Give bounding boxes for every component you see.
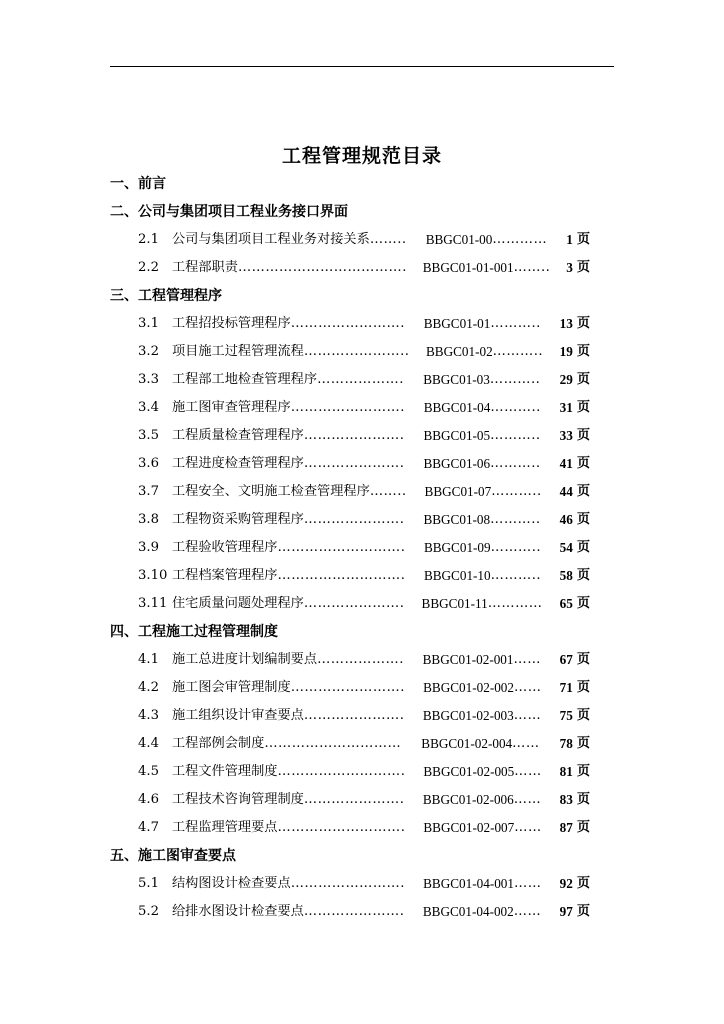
document-code: BBGC01-01-001 [422, 260, 514, 275]
leader-dots: ………………………………. [237, 260, 407, 275]
document-code: BBGC01-10 [423, 568, 491, 583]
leader-dots: …… [514, 820, 542, 835]
document-code: BBGC01-04-002 [422, 904, 514, 919]
leader-dots: …………………. [303, 512, 405, 527]
document-code: BBGC01-02-001 [422, 652, 514, 667]
leader-dots: ……….. [490, 400, 541, 415]
page-number: 13 [559, 316, 573, 331]
leader-dots: ………………………. [277, 568, 406, 583]
leader-dots: …… [513, 652, 541, 667]
toc-entry [110, 758, 590, 786]
page-number: 41 [559, 456, 573, 471]
entry-number: 2.2 [138, 260, 159, 275]
entry-title: 工程验收管理程序 [172, 540, 278, 555]
entry-number: 3.1 [138, 316, 159, 331]
leader-dots: ………………………. [277, 764, 406, 779]
section-heading: 一、前言 [110, 176, 166, 192]
toc-entry [110, 310, 590, 338]
entry-title: 工程安全、文明施工检查管理程序 [172, 484, 370, 499]
leader-dots: …………………. [303, 792, 405, 807]
toc-entry [110, 646, 590, 674]
section-heading: 四、工程施工过程管理制度 [110, 624, 278, 640]
page-suffix: 页 [576, 792, 590, 807]
entry-title: 工程部职责 [172, 260, 238, 275]
entry-number: 3.5 [138, 428, 159, 443]
page-number: 58 [559, 568, 573, 583]
entry-number: 4.4 [138, 736, 159, 751]
entry-title: 公司与集团项目工程业务对接关系 [172, 232, 370, 247]
entry-title: 工程部工地检查管理程序 [172, 372, 318, 387]
entry-title: 工程技术咨询管理制度 [172, 792, 304, 807]
document-code: BBGC01-01 [423, 316, 491, 331]
document-code: BBGC01-04-001 [423, 876, 514, 891]
leader-dots: …….. [369, 484, 407, 499]
page-number: 29 [559, 372, 573, 387]
section-heading: 二、公司与集团项目工程业务接口界面 [110, 204, 348, 220]
leader-dots: ……………………. [290, 680, 405, 695]
entry-number: 3.7 [138, 484, 159, 499]
leader-dots: ……….. [490, 512, 541, 527]
toc-entry [110, 898, 590, 926]
page-number: 78 [559, 736, 573, 751]
entry-title: 工程物资采购管理程序 [172, 512, 304, 527]
toc-entry [110, 478, 590, 506]
page-number: 92 [559, 876, 573, 891]
leader-dots: ……………………. [290, 400, 405, 415]
entry-title: 施工总进度计划编制要点 [172, 652, 318, 667]
page-number: 31 [559, 400, 573, 415]
page-number: 1 [566, 232, 573, 247]
entry-number: 4.3 [138, 708, 159, 723]
entry-number: 3.2 [138, 344, 159, 359]
toc-entry [110, 702, 590, 730]
page-number: 44 [559, 484, 573, 499]
page-suffix: 页 [576, 512, 590, 527]
page-suffix: 页 [576, 484, 590, 499]
entry-number: 3.4 [138, 400, 159, 415]
document-code: BBGC01-11 [421, 596, 488, 611]
page-number: 75 [559, 708, 573, 723]
page-suffix: 页 [576, 764, 590, 779]
entry-title: 结构图设计检查要点 [172, 876, 291, 891]
document-code: BBGC01-02-005 [423, 764, 515, 779]
entry-number: 3.3 [138, 372, 159, 387]
entry-title: 施工图会审管理制度 [172, 680, 291, 695]
leader-dots: …….. [513, 260, 551, 275]
entry-title: 工程进度检查管理程序 [172, 456, 304, 471]
toc-entry [110, 814, 590, 842]
document-code: BBGC01-08 [423, 512, 491, 527]
page-number: 33 [559, 428, 573, 443]
entry-number: 4.1 [138, 652, 159, 667]
section-heading: 三、工程管理程序 [110, 288, 222, 304]
toc-entry [110, 506, 590, 534]
entry-number: 3.9 [138, 540, 159, 555]
leader-dots: ……………………. [290, 876, 405, 891]
leader-dots: ………………. [317, 652, 404, 667]
leader-dots: …… [514, 764, 542, 779]
document-code: BBGC01-09 [423, 540, 491, 555]
page-suffix: 页 [576, 708, 590, 723]
document-code: BBGC01-02-004 [421, 736, 513, 751]
entry-title: 工程文件管理制度 [172, 764, 278, 779]
leader-dots: …………………. [303, 428, 405, 443]
page-suffix: 页 [576, 680, 590, 695]
page-suffix: 页 [576, 736, 591, 751]
entry-title: 工程部例会制度 [172, 736, 265, 751]
entry-number: 4.7 [138, 820, 159, 835]
toc-entry [110, 674, 590, 702]
leader-dots: …… [513, 708, 542, 723]
entry-number: 3.10 [138, 568, 168, 583]
leader-dots: ……….. [492, 344, 544, 359]
leader-dots: ………...……….. [303, 344, 410, 359]
document-code: BBGC01-00 [425, 232, 493, 247]
toc-entry [110, 870, 590, 898]
page-number: 3 [566, 260, 573, 275]
page-number: 83 [559, 792, 573, 807]
entry-title: 项目施工过程管理流程 [172, 344, 304, 359]
entry-title: 工程招投标管理程序 [172, 316, 291, 331]
document-code: BBGC01-02-006 [422, 792, 514, 807]
page-suffix: 页 [576, 260, 591, 275]
leader-dots: ……….. [490, 568, 542, 583]
entry-title: 工程档案管理程序 [172, 568, 278, 583]
toc-entry [110, 786, 590, 814]
page-suffix: 页 [576, 540, 590, 555]
page-suffix: 页 [576, 372, 590, 387]
toc-entry [110, 534, 590, 562]
page-suffix: 页 [576, 568, 590, 583]
entry-number: 3.11 [138, 596, 168, 611]
page-suffix: 页 [576, 904, 590, 919]
toc-entry [110, 730, 590, 758]
document-code: BBGC01-02-002 [423, 680, 514, 695]
leader-dots: ……….. [490, 540, 542, 555]
page-suffix: 页 [576, 428, 590, 443]
leader-dots: ……….. [491, 484, 542, 499]
leader-dots: …………………. [303, 456, 405, 471]
page-suffix: 页 [576, 596, 590, 611]
leader-dots: ………… [492, 232, 548, 247]
document-code: BBGC01-05 [423, 428, 491, 443]
toc-entry [110, 562, 590, 590]
entry-title: 施工组织设计审查要点 [172, 708, 304, 723]
leader-dots: ………………………. [277, 820, 406, 835]
document-code: BBGC01-03 [423, 372, 490, 387]
entry-number: 2.1 [138, 232, 159, 247]
page-number: 87 [559, 820, 573, 835]
document-code: BBGC01-02 [425, 344, 493, 359]
entry-number: 3.8 [138, 512, 159, 527]
entry-title: 住宅质量问题处理程序 [172, 596, 304, 611]
entry-number: 5.1 [138, 876, 159, 891]
leader-dots: ……….. [490, 316, 541, 331]
header-rule [110, 66, 614, 67]
leader-dots: ……….. [490, 428, 541, 443]
entry-number: 4.2 [138, 680, 159, 695]
page-suffix: 页 [576, 232, 591, 247]
leader-dots: ………… [487, 596, 543, 611]
leader-dots: …………………. [303, 904, 405, 919]
document-code: BBGC01-06 [423, 456, 491, 471]
entry-title: 工程质量检查管理程序 [172, 428, 304, 443]
leader-dots: ……….. [489, 372, 541, 387]
toc-entry [110, 254, 590, 282]
leader-dots: …………………. [303, 596, 405, 611]
leader-dots: …… [514, 680, 542, 695]
entry-number: 4.6 [138, 792, 159, 807]
page-number: 97 [559, 904, 573, 919]
page-suffix: 页 [576, 400, 590, 415]
entry-title: 给排水图设计检查要点 [172, 904, 304, 919]
leader-dots: …… [513, 792, 542, 807]
leader-dots: …… [512, 736, 540, 751]
page-number: 54 [559, 540, 573, 555]
leader-dots: ………………………. [277, 540, 406, 555]
document-title: 工程管理规范目录 [281, 145, 442, 167]
leader-dots: …….. [369, 232, 407, 247]
page-number: 81 [559, 764, 573, 779]
toc-entry [110, 590, 590, 618]
leader-dots: …… [514, 876, 542, 891]
page-number: 65 [559, 596, 573, 611]
page-number: 19 [559, 344, 573, 359]
toc-entry [110, 422, 590, 450]
toc-entry [110, 338, 590, 366]
leader-dots: ………………………… [264, 736, 402, 751]
leader-dots: ………………. [317, 372, 404, 387]
page-number: 46 [559, 512, 573, 527]
page-number: 71 [559, 680, 573, 695]
section-heading: 五、施工图审查要点 [110, 848, 236, 864]
document-code: BBGC01-02-003 [422, 708, 514, 723]
table-of-contents [110, 170, 590, 926]
leader-dots: ……………………. [290, 316, 405, 331]
document-code: BBGC01-07 [424, 484, 492, 499]
entry-number: 4.5 [138, 764, 159, 779]
entry-title: 工程监理管理要点 [172, 820, 278, 835]
page-suffix: 页 [576, 820, 590, 835]
toc-entry [110, 226, 590, 254]
leader-dots: …………………. [303, 708, 405, 723]
page-suffix: 页 [576, 876, 590, 891]
leader-dots: ……….. [490, 456, 541, 471]
leader-dots: …… [513, 904, 542, 919]
page-suffix: 页 [576, 456, 590, 471]
entry-number: 5.2 [138, 904, 159, 919]
page-suffix: 页 [576, 344, 591, 359]
document-code: BBGC01-04 [423, 400, 491, 415]
entry-number: 3.6 [138, 456, 159, 471]
page-suffix: 页 [576, 652, 590, 667]
document-code: BBGC01-02-007 [423, 820, 515, 835]
toc-entry [110, 450, 590, 478]
entry-title: 施工图审查管理程序 [172, 400, 291, 415]
toc-entry [110, 394, 590, 422]
toc-entry [110, 366, 590, 394]
page-number: 67 [559, 652, 573, 667]
page-suffix: 页 [576, 316, 590, 331]
